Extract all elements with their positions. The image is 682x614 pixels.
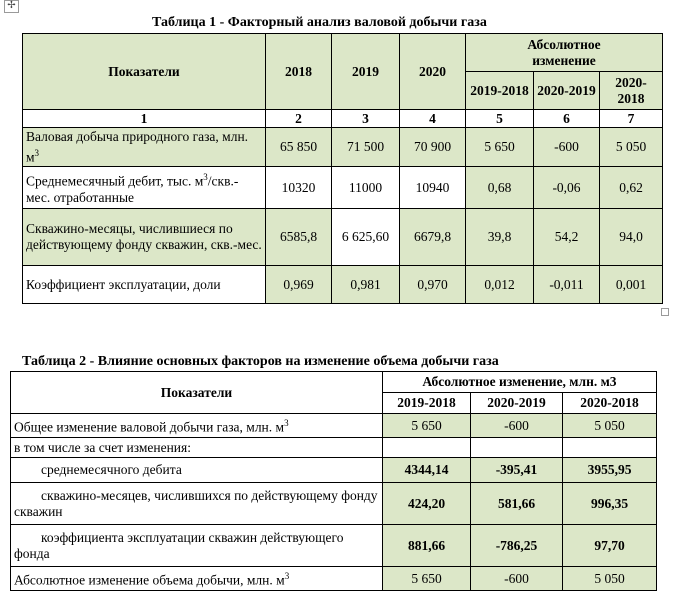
cell: -395,41	[471, 458, 563, 483]
cell: 4344,14	[383, 458, 471, 483]
t2-header-abs-change: Абсолютное изменение, млн. м3	[383, 372, 657, 393]
cell: 5 050	[563, 567, 657, 591]
cell: 0,012	[466, 266, 534, 304]
t1-colnum: 1	[23, 110, 266, 128]
table-resize-handle[interactable]	[661, 308, 669, 316]
row-label: Абсолютное изменение объема добычи, млн. $м^3$	[11, 567, 383, 591]
cell: 5 050	[600, 128, 663, 167]
cell: 5 650	[383, 567, 471, 591]
t1-colnum: 2	[266, 110, 332, 128]
cell: 0,970	[400, 266, 466, 304]
cell: 97,70	[563, 525, 657, 567]
cell	[383, 438, 471, 458]
table-row	[11, 567, 657, 591]
table1	[22, 33, 663, 304]
cell: 3955,95	[563, 458, 657, 483]
move-anchor-icon[interactable]: ✢	[4, 0, 19, 13]
cell	[471, 438, 563, 458]
cell: 6585,8	[266, 209, 332, 266]
row-label: Скважино-месяцы, числившиеся по действующему фонду скважин, скв.-мес.	[23, 209, 266, 266]
table-row	[11, 525, 657, 567]
cell: -600	[471, 567, 563, 591]
cell: -0,011	[534, 266, 600, 304]
table-row	[11, 438, 657, 458]
table-row	[23, 167, 663, 209]
t1-colnum: 6	[534, 110, 600, 128]
cell: -0,06	[534, 167, 600, 209]
row-label: Валовая добыча природного газа, млн. $м^3$	[23, 128, 266, 167]
t1-header-indicator: Показатели	[23, 34, 266, 110]
cell: 5 650	[383, 414, 471, 438]
row-label: Общее изменение валовой добычи газа, млн. $м^3$	[11, 414, 383, 438]
t1-colnum: 7	[600, 110, 663, 128]
cell: -600	[471, 414, 563, 438]
row-label: Коэффициент эксплуатации, доли	[23, 266, 266, 304]
t1-header-abs-change: Абсолютное изменение	[466, 34, 663, 72]
t1-header-2019: 2019	[332, 34, 400, 110]
cell: 6 625,60	[332, 209, 400, 266]
cell: 65 850	[266, 128, 332, 167]
cell: 54,2	[534, 209, 600, 266]
table-row	[11, 414, 657, 438]
cell: 424,20	[383, 483, 471, 525]
table2-caption: Таблица 2 - Влияние основных факторов на изменение объема добычи газа	[22, 354, 499, 369]
row-label: скважино-месяцев, числившихся по действующему фонду скважин	[11, 483, 383, 525]
cell: 0,001	[600, 266, 663, 304]
row-label: в том числе за счет изменения:	[11, 438, 383, 458]
cell: 70 900	[400, 128, 466, 167]
cell: 11000	[332, 167, 400, 209]
cell	[563, 438, 657, 458]
t2-header-d1: 2019-2018	[383, 393, 471, 414]
t1-header-d1: 2019-2018	[466, 72, 534, 110]
cell: 94,0	[600, 209, 663, 266]
table1-caption: Таблица 1 - Факторный анализ валовой добычи газа	[152, 15, 487, 30]
cell: 0,68	[466, 167, 534, 209]
table2	[10, 371, 657, 591]
cell: 5 650	[466, 128, 534, 167]
cell: 39,8	[466, 209, 534, 266]
t1-header-2020: 2020	[400, 34, 466, 110]
cell: 996,35	[563, 483, 657, 525]
table-row	[11, 483, 657, 525]
t1-colnum: 5	[466, 110, 534, 128]
cell: 0,62	[600, 167, 663, 209]
cell: 881,66	[383, 525, 471, 567]
cell: 10320	[266, 167, 332, 209]
row-label: коэффициента эксплуатации скважин действующего фонда	[11, 525, 383, 567]
cell: 0,981	[332, 266, 400, 304]
cell: -600	[534, 128, 600, 167]
table-row	[23, 209, 663, 266]
t2-header-indicator: Показатели	[11, 372, 383, 414]
cell: -786,25	[471, 525, 563, 567]
row-label: среднемесячного дебита	[11, 458, 383, 483]
cell: 0,969	[266, 266, 332, 304]
cell: 6679,8	[400, 209, 466, 266]
t1-header-2018: 2018	[266, 34, 332, 110]
t2-header-d3: 2020-2018	[563, 393, 657, 414]
t1-header-d2: 2020-2019	[534, 72, 600, 110]
t1-colnum: 3	[332, 110, 400, 128]
t1-colnum: 4	[400, 110, 466, 128]
row-label: Среднемесячный дебит, тыс. $м^3/скв$.-мес. отработанные	[23, 167, 266, 209]
cell: 71 500	[332, 128, 400, 167]
t2-header-d2: 2020-2019	[471, 393, 563, 414]
t1-header-d3: 2020-2018	[600, 72, 663, 110]
cell: 5 050	[563, 414, 657, 438]
table-row	[11, 458, 657, 483]
table-row	[23, 128, 663, 167]
cell: 581,66	[471, 483, 563, 525]
cell: 10940	[400, 167, 466, 209]
table-row	[23, 266, 663, 304]
